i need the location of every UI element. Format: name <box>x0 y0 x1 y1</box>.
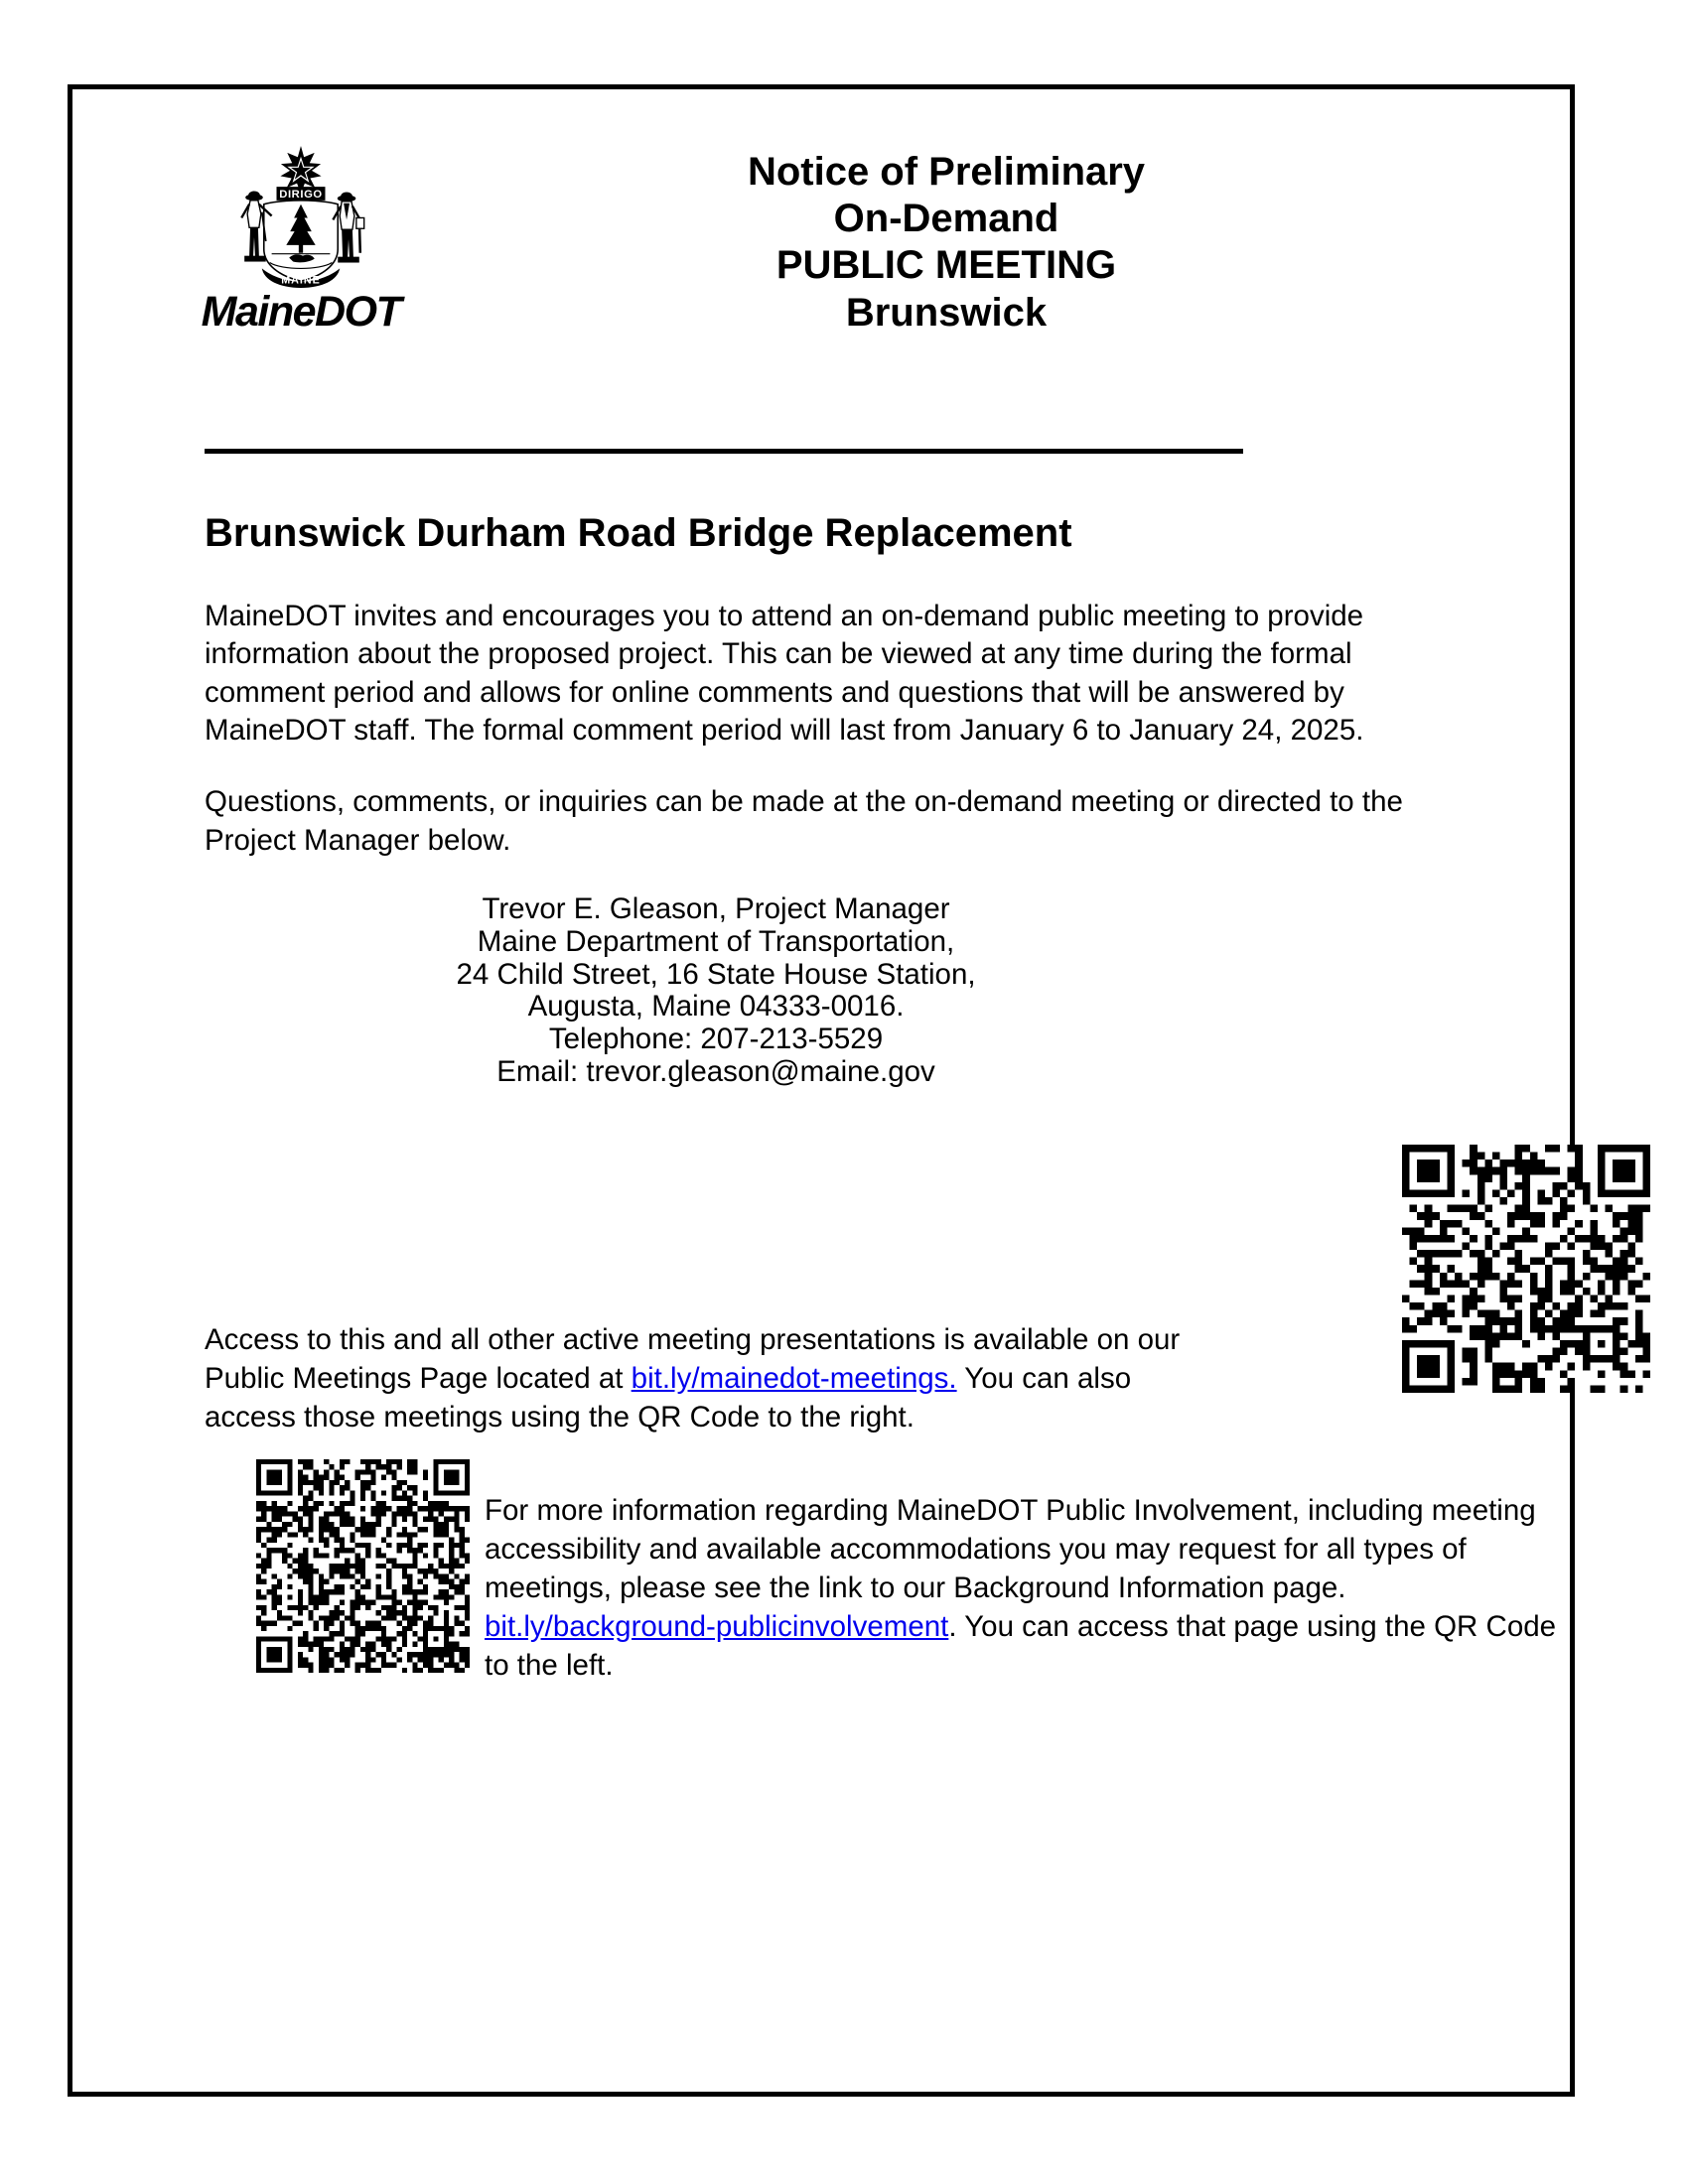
header-divider <box>205 449 1243 454</box>
contact-department: Maine Department of Transportation, <box>477 924 955 958</box>
svg-text:DIRIGO: DIRIGO <box>279 189 323 202</box>
title-line-3: PUBLIC MEETING <box>775 243 1117 288</box>
contact-telephone: Telephone: 207-213-5529 <box>548 1023 884 1055</box>
meetings-access-text <box>205 1320 1217 1437</box>
involvement-text-before: For more information regarding MaineDOT Public Involvement, including meeting accessibility and available accommodations you may request for all types of meetings, please see the link to our Background Information page. <box>485 1493 1536 1604</box>
background-publicinvolvement-link[interactable]: bit.ly/background-publicinvolvement <box>485 1610 949 1644</box>
svg-text:MAINE: MAINE <box>281 274 321 287</box>
intro-paragraph: MaineDOT invites and encourages you to attend an on-demand public meeting to provide information about the proposed project. This can be viewed at any time during the formal comment period and allows for online comments and questions that will be answered by MaineDOT staff. The formal comment period will last from January 6 to January 24, 2025. <box>205 600 1364 748</box>
title-line-4: Brunswick <box>845 290 1048 335</box>
contact-street: 24 Child Street, 16 State House Station, <box>456 957 976 991</box>
document-body <box>205 511 1495 1088</box>
contact-city-state-zip: Augusta, Maine 04333-0016. <box>527 990 905 1024</box>
mainedot-wordmark: MaineDOT <box>201 288 401 336</box>
mainedot-logo <box>152 144 450 334</box>
meetings-access-section <box>205 1102 1575 1433</box>
qr-code-icon-public-involvement[interactable] <box>256 1459 470 1673</box>
maine-state-seal-icon <box>231 144 370 288</box>
notice-title <box>499 149 1393 337</box>
page-frame <box>68 84 1575 2097</box>
qr-code-icon-meetings[interactable] <box>1402 1145 1650 1393</box>
mainedot-meetings-link[interactable]: bit.ly/mainedot-meetings. <box>631 1361 957 1395</box>
public-involvement-text <box>485 1491 1582 1686</box>
project-manager-contact <box>205 893 1227 1088</box>
contact-name: Trevor E. Gleason, Project Manager <box>482 892 950 926</box>
document-header <box>72 89 1570 437</box>
title-line-1: Notice of Preliminary <box>747 150 1146 194</box>
meetings-text-after: You can also access those meetings using the QR Code to the right. <box>205 1361 1132 1433</box>
public-involvement-section <box>205 1459 1575 1707</box>
contact-email: Email: trevor.gleason@maine.gov <box>496 1054 935 1088</box>
questions-paragraph: Questions, comments, or inquiries can be made at the on-demand meeting or directed to the Project Manager below. <box>205 785 1403 857</box>
involvement-text-after: . You can access that page using the QR Code to the left. <box>485 1610 1557 1683</box>
project-title: Brunswick Durham Road Bridge Replacement <box>205 511 1072 555</box>
title-line-2: On-Demand <box>833 197 1059 241</box>
meetings-text-before: Access to this and all other active meeting presentations is available on our Public Meetings Page located at <box>205 1322 1181 1395</box>
